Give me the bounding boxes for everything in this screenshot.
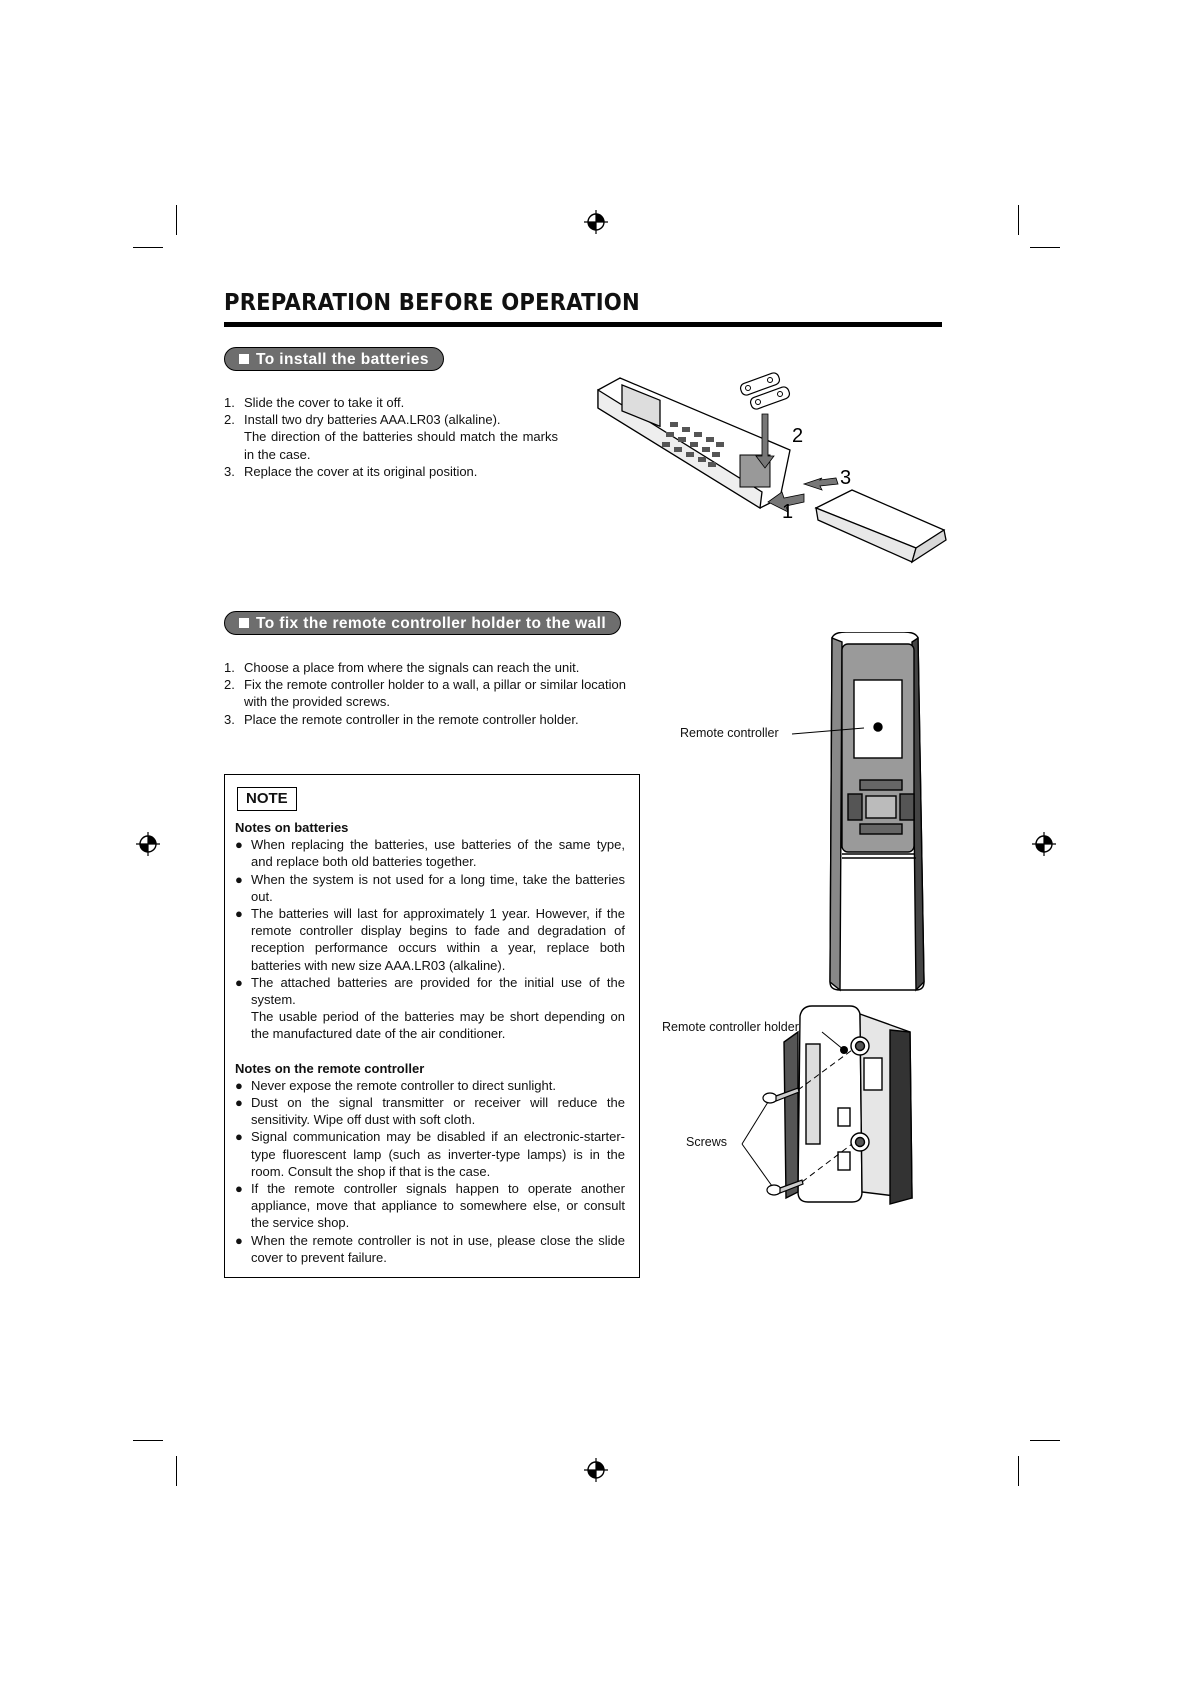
page-title: PREPARATION BEFORE OPERATION <box>224 290 640 316</box>
figure-label: 3 <box>840 467 852 489</box>
bullet-icon: ● <box>235 1077 243 1093</box>
install-steps <box>224 394 558 480</box>
square-bullet-icon <box>239 354 249 364</box>
remote-controller-label: Remote controller <box>680 726 779 740</box>
bullet-icon: ● <box>235 1232 243 1248</box>
crop-mark <box>176 1456 177 1486</box>
bullet-text: The attached batteries are provided for the initial use of the system. <box>251 974 625 1008</box>
fix-holder-steps <box>224 659 626 728</box>
step-number: 2. <box>224 677 235 693</box>
list-item <box>235 905 625 974</box>
list-item <box>235 1128 625 1180</box>
section-heading-text: To install the batteries <box>256 351 429 368</box>
bullet-text: Signal communication may be disabled if an electronic-starter-type fluorescent lamp (such as inverter-type lamps) is in the room. Consult the shop if that is the case. <box>251 1129 625 1179</box>
list-item <box>235 974 625 1043</box>
step-text: Slide the cover to take it off. <box>244 395 405 410</box>
remote-controller-illustration <box>820 632 930 994</box>
notes-remote-heading: Notes on the remote controller <box>235 1060 425 1076</box>
notes-batteries-heading: Notes on batteries <box>235 820 349 835</box>
bullet-text: When replacing the batteries, use batteries of the same type, and replace both old batteries together. <box>251 837 625 870</box>
list-item <box>224 711 626 728</box>
bullet-icon: ● <box>235 837 243 853</box>
figure-label: 2 <box>792 425 804 447</box>
crop-mark <box>133 1440 163 1441</box>
title-rule <box>224 322 942 327</box>
bullet-text: When the system is not used for a long time, take the batteries out. <box>251 871 625 904</box>
screws-label: Screws <box>686 1135 727 1149</box>
step-text: Install two dry batteries AAA.LR03 (alkaline). <box>244 412 501 428</box>
leader-line <box>790 722 870 742</box>
figure-label: 1 <box>782 501 794 523</box>
section-heading-text: To fix the remote controller holder to the wall <box>256 615 607 632</box>
list-item <box>235 871 625 905</box>
step-text: Place the remote controller in the remote controller holder. <box>244 711 579 727</box>
registration-mark-icon <box>136 832 160 856</box>
step-text: Replace the cover at its original position. <box>244 463 478 479</box>
bullet-text: Dust on the signal transmitter or receiver will reduce the sensitivity. Wipe off dust with soft cloth. <box>251 1095 625 1128</box>
crop-mark <box>176 205 177 235</box>
bullet-icon: ● <box>235 1095 243 1111</box>
section-heading-fix-holder <box>224 611 621 635</box>
list-item <box>224 463 558 480</box>
step-continuation: The direction of the batteries should match the marks in the case. <box>244 429 558 462</box>
crop-mark <box>1030 247 1060 248</box>
list-item <box>224 411 558 463</box>
note-label: NOTE <box>237 787 297 811</box>
bullet-text: Never expose the remote controller to direct sunlight. <box>251 1077 556 1093</box>
step-number: 2. <box>224 412 235 428</box>
bullet-text: When the remote controller is not in use, please close the slide cover to prevent failure. <box>251 1232 625 1265</box>
list-item <box>235 1232 625 1266</box>
crop-mark <box>1018 205 1019 235</box>
bullet-icon: ● <box>235 1129 243 1145</box>
list-item <box>224 659 626 676</box>
bullet-icon: ● <box>235 974 243 990</box>
registration-mark-icon <box>1032 832 1056 856</box>
list-item <box>235 836 625 870</box>
crop-mark <box>1018 1456 1019 1486</box>
list-item <box>235 1077 625 1094</box>
list-item <box>235 1180 625 1232</box>
battery-install-illustration <box>590 360 950 570</box>
note-box <box>224 774 640 1278</box>
holder-label: Remote controller holder <box>662 1020 799 1034</box>
list-item <box>235 1094 625 1128</box>
bullet-icon: ● <box>235 1181 243 1197</box>
list-item <box>224 394 558 411</box>
step-number: 3. <box>224 711 235 727</box>
section-heading-install-batteries <box>224 347 444 371</box>
bullet-text: If the remote controller signals happen to operate another appliance, move that appliance to somewhere else, or consult the service shop. <box>251 1181 625 1231</box>
step-number: 1. <box>224 660 235 675</box>
step-text: Choose a place from where the signals can reach the unit. <box>244 660 580 675</box>
bullet-text: The batteries will last for approximately 1 year. However, if the remote controller display begins to fade and degradation of reception performance occurs within a year, replace both batteries with new size AAA.LR03 (alkaline). <box>251 906 625 973</box>
registration-mark-icon <box>584 210 608 234</box>
step-text: Fix the remote controller holder to a wall, a pillar or similar location with the provided screws. <box>244 677 626 710</box>
crop-mark <box>133 247 163 248</box>
registration-mark-icon <box>584 1458 608 1482</box>
step-number: 3. <box>224 463 235 479</box>
bullet-continuation: The usable period of the batteries may be short depending on the manufactured date of the air conditioner. <box>251 1009 625 1042</box>
step-number: 1. <box>224 395 235 410</box>
square-bullet-icon <box>239 618 249 628</box>
bullet-icon: ● <box>235 906 243 922</box>
bullet-icon: ● <box>235 871 243 887</box>
spacer <box>235 1043 625 1060</box>
crop-mark <box>1030 1440 1060 1441</box>
note-content <box>235 819 625 1266</box>
list-item <box>224 676 626 710</box>
